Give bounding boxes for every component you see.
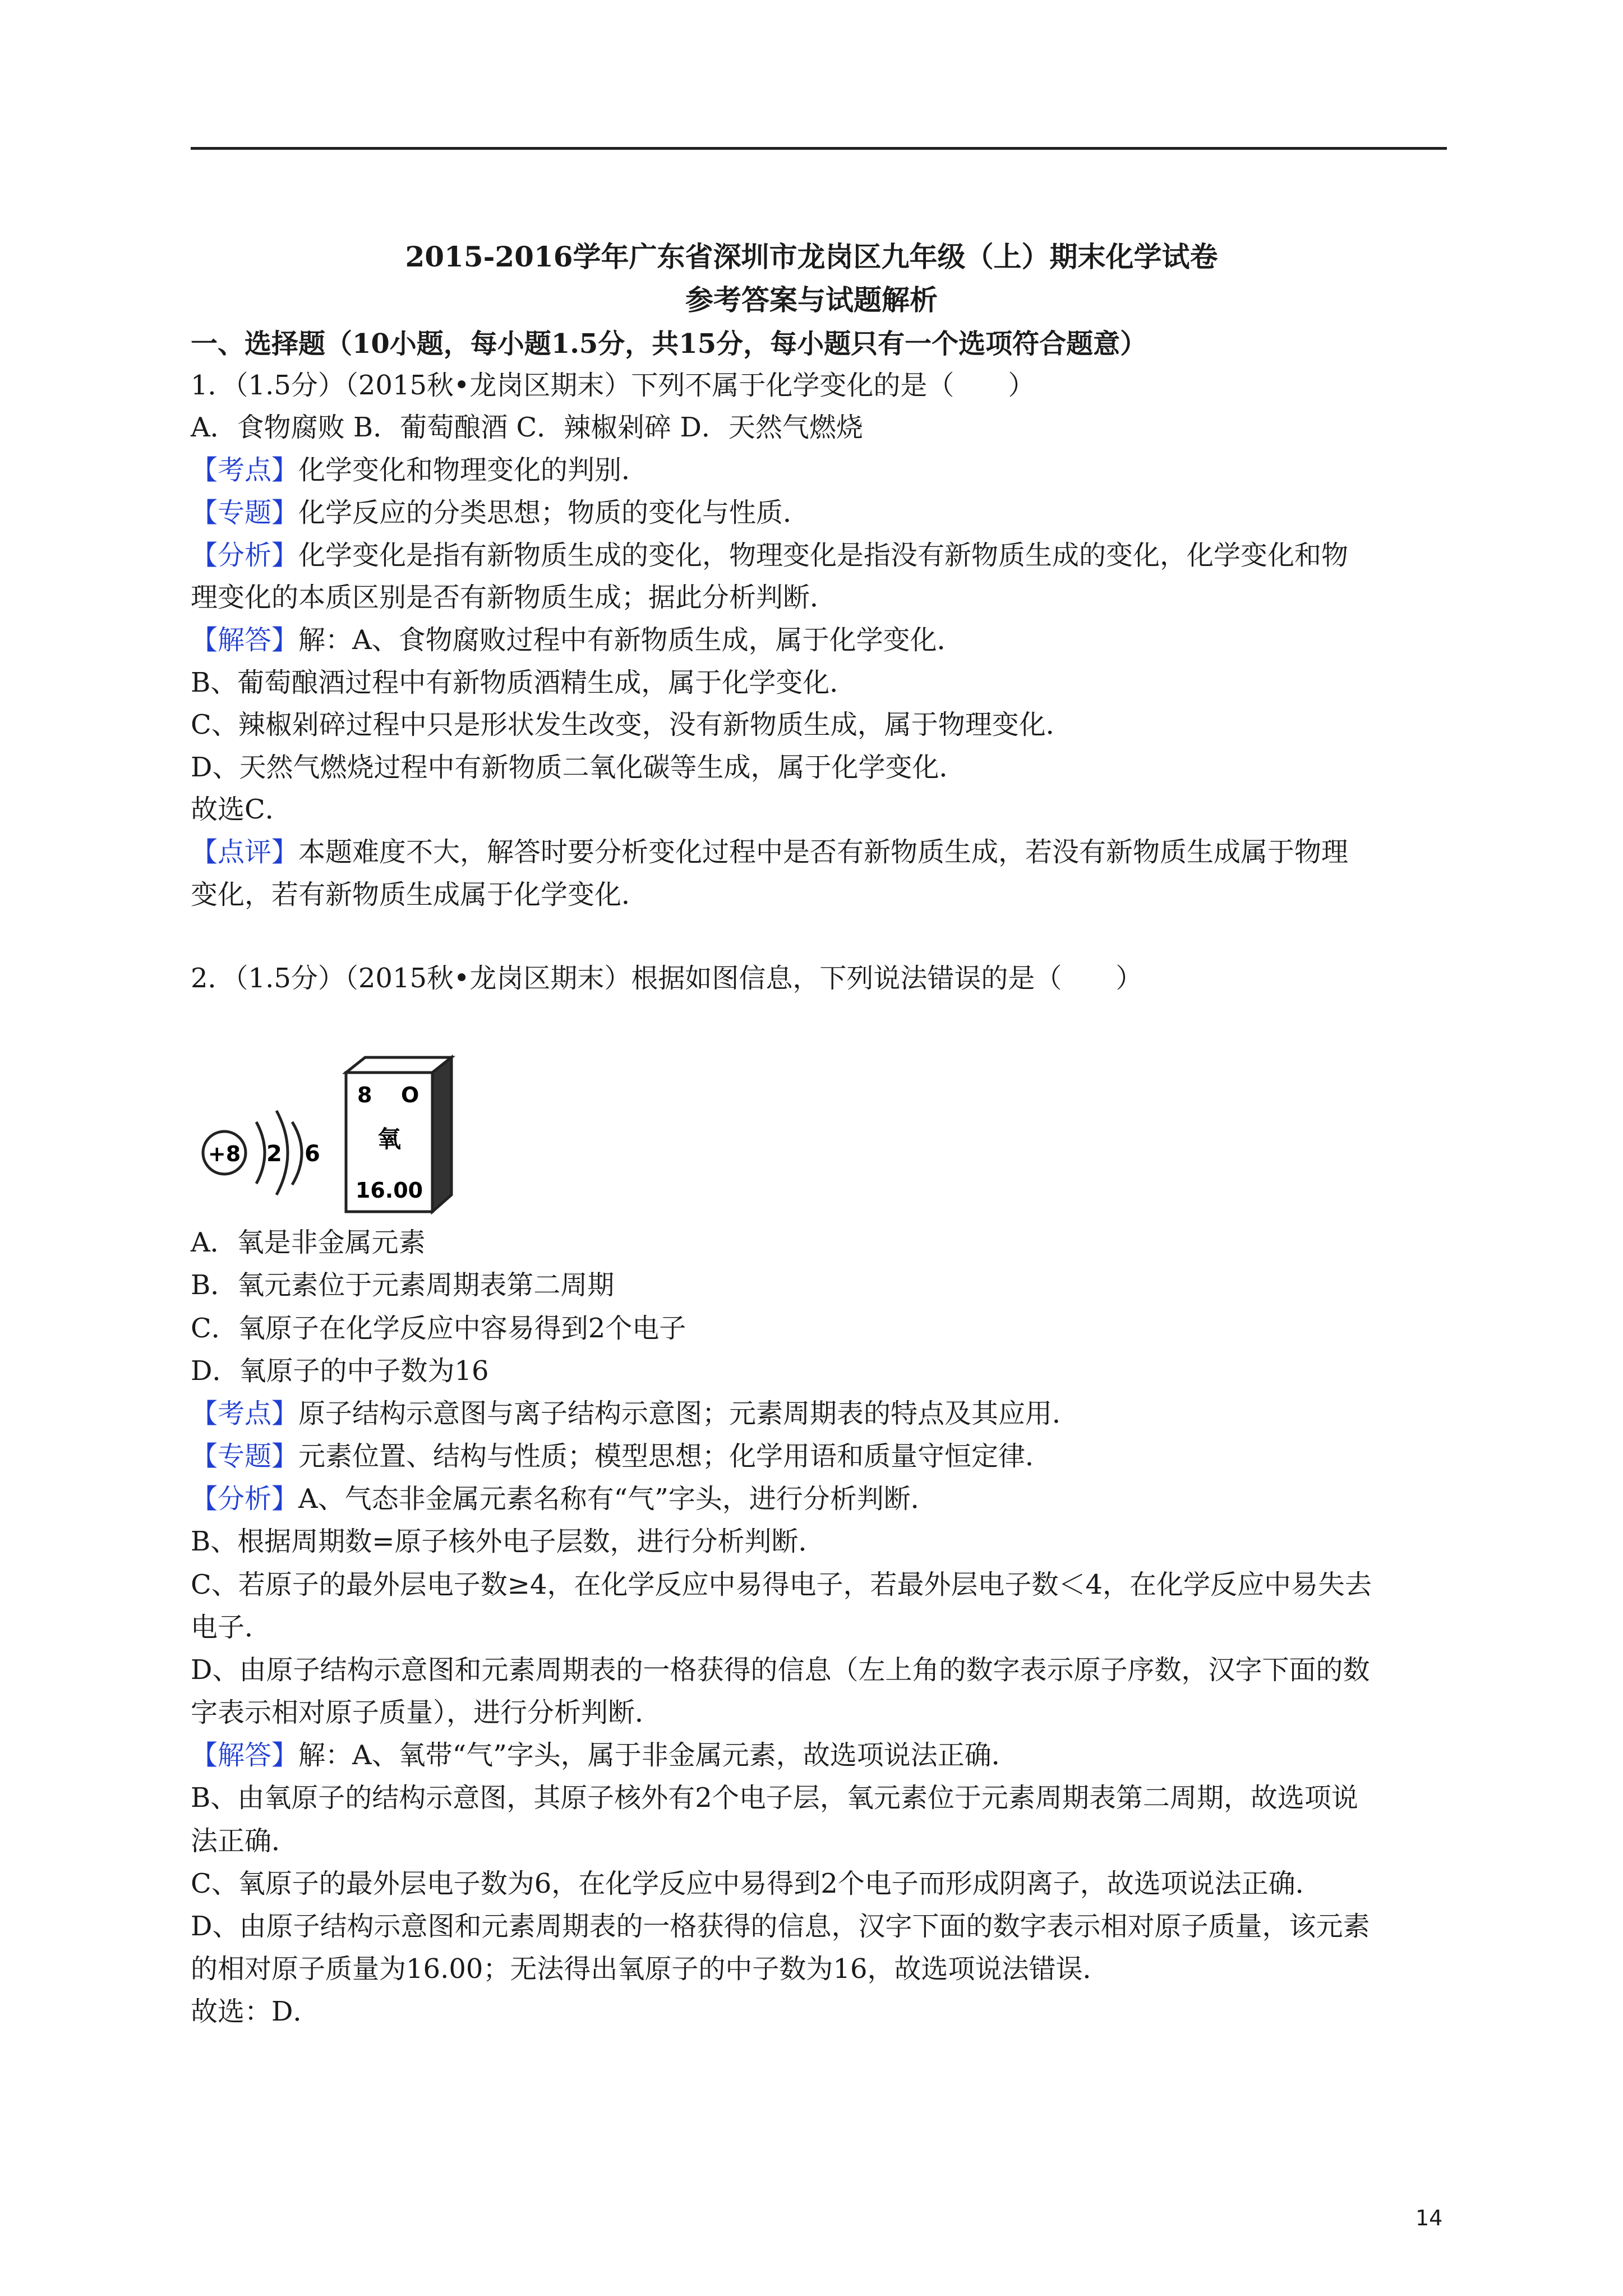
q1-answer: 故选C． [191, 794, 292, 825]
q1-jieda-b: B、葡萄酿酒过程中有新物质酒精生成，属于化学变化． [191, 667, 857, 698]
q2-jieda-d-cont: 的相对原子质量为16.00；无法得出氧原子的中子数为16，故选项说法错误． [191, 1953, 1110, 1985]
fenxi-tag: 【分析】 [191, 1483, 299, 1515]
q2-fenxi-d: D、由原子结构示意图和元素周期表的一格获得的信息（左上角的数字表示原子序数，汉字下面的数 [191, 1654, 1370, 1686]
q2-jieda-d: D、由原子结构示意图和元素周期表的一格获得的信息，汉字下面的数字表示相对原子质量，该元素 [191, 1911, 1370, 1942]
element-symbol: O [401, 1083, 419, 1107]
kaodian-tag: 【考点】 [191, 1398, 299, 1429]
q1-stem: 1．（1.5分）（2015秋•龙岗区期末）下列不属于化学变化的是（ ） [191, 370, 1035, 401]
q2-answer: 故选：D． [191, 1996, 320, 2027]
q1-jieda-c: C、辣椒剁碎过程中只是形状发生改变，没有新物质生成，属于物理变化． [191, 709, 1073, 740]
q1-options: A．食物腐败 B．葡萄酿酒 C．辣椒剁碎 D．天然气燃烧 [191, 412, 863, 443]
q1-dianping-cont: 变化，若有新物质生成属于化学变化． [191, 879, 649, 910]
q2-jieda: 【解答】解：A、氧带“气”字头，属于非金属元素，故选项说法正确． [191, 1740, 1018, 1771]
jieda-tag: 【解答】 [191, 1740, 299, 1771]
page-subtitle: 参考答案与试题解析 [685, 283, 938, 316]
q1-fenxi: 【分析】化学变化是指有新物质生成的变化，物理变化是指没有新物质生成的变化，化学变化和物 [191, 540, 1349, 571]
page-number: 14 [1415, 2206, 1443, 2230]
q2-jieda-c: C、氧原子的最外层电子数为6，在化学反应中易得到2个电子而形成阴离子，故选项说法正确． [191, 1868, 1322, 1899]
oxygen-figure [193, 1055, 485, 1223]
header-rule [191, 147, 1447, 150]
q1-fenxi-cont: 理变化的本质区别是否有新物质生成；据此分析判断． [191, 582, 837, 613]
fenxi-tag: 【分析】 [191, 540, 299, 571]
nucleus-charge: +8 [208, 1142, 241, 1166]
shell2-electrons: 6 [305, 1141, 320, 1167]
atomic-number: 8 [357, 1083, 372, 1107]
atomic-mass: 16.00 [355, 1178, 423, 1203]
q2-zhuanti: 【专题】元素位置、结构与性质；模型思想；化学用语和质量守恒定律． [191, 1441, 1053, 1472]
q2-kaodian: 【考点】原子结构示意图与离子结构示意图；元素周期表的特点及其应用． [191, 1398, 1080, 1429]
zhuanti-tag: 【专题】 [191, 497, 299, 528]
cell-side-face [432, 1057, 451, 1212]
q2-jieda-b-cont: 法正确． [191, 1825, 299, 1857]
periodic-table-cell [346, 1057, 451, 1212]
jieda-tag: 【解答】 [191, 624, 299, 656]
q1-kaodian: 【考点】化学变化和物理变化的判别． [191, 454, 649, 486]
q2-fenxi: 【分析】A、气态非金属元素名称有“气”字头，进行分析判断． [191, 1483, 938, 1515]
q1-dianping: 【点评】本题难度不大，解答时要分析变化过程中是否有新物质生成，若没有新物质生成属于物理 [191, 836, 1349, 868]
q2-jieda-b: B、由氧原子的结构示意图，其原子核外有2个电子层，氧元素位于元素周期表第二周期，故选项说 [191, 1782, 1358, 1814]
q2-option-b: B．氧元素位于元素周期表第二周期 [191, 1269, 615, 1301]
section-heading: 一、选择题（10小题，每小题1.5分，共15分，每小题只有一个选项符合题意） [191, 328, 1147, 360]
shell-arc-3 [292, 1122, 302, 1185]
q2-option-a: A．氧是非金属元素 [191, 1227, 426, 1258]
q2-fenxi-b: B、根据周期数=原子核外电子层数，进行分析判断． [191, 1526, 826, 1557]
q2-option-c: C．氧原子在化学反应中容易得到2个电子 [191, 1313, 686, 1344]
page-title: 2015-2016学年广东省深圳市龙岗区九年级（上）期末化学试卷 [405, 240, 1218, 273]
q2-fenxi-c-cont: 电子． [191, 1612, 272, 1643]
element-name: 氧 [377, 1125, 402, 1153]
atom-structure-diagram [203, 1111, 320, 1195]
shell-arc-1 [256, 1122, 265, 1184]
shell1-electrons: 2 [266, 1141, 282, 1167]
q2-option-d: D．氧原子的中子数为16 [191, 1355, 489, 1387]
dianping-tag: 【点评】 [191, 836, 299, 868]
zhuanti-tag: 【专题】 [191, 1441, 299, 1472]
q2-stem: 2．（1.5分）（2015秋•龙岗区期末）根据如图信息，下列说法错误的是（ ） [191, 963, 1143, 994]
q1-zhuanti: 【专题】化学反应的分类思想；物质的变化与性质． [191, 497, 810, 528]
q2-fenxi-c: C、若原子的最外层电子数≥4，在化学反应中易得电子，若最外层电子数＜4，在化学反应中易失去 [191, 1569, 1372, 1600]
q1-jieda: 【解答】解：A、食物腐败过程中有新物质生成，属于化学变化． [191, 624, 964, 656]
q2-fenxi-d-cont: 字表示相对原子质量），进行分析判断． [191, 1697, 662, 1728]
kaodian-tag: 【考点】 [191, 454, 299, 486]
q1-jieda-d: D、天然气燃烧过程中有新物质二氧化碳等生成，属于化学变化． [191, 752, 966, 783]
